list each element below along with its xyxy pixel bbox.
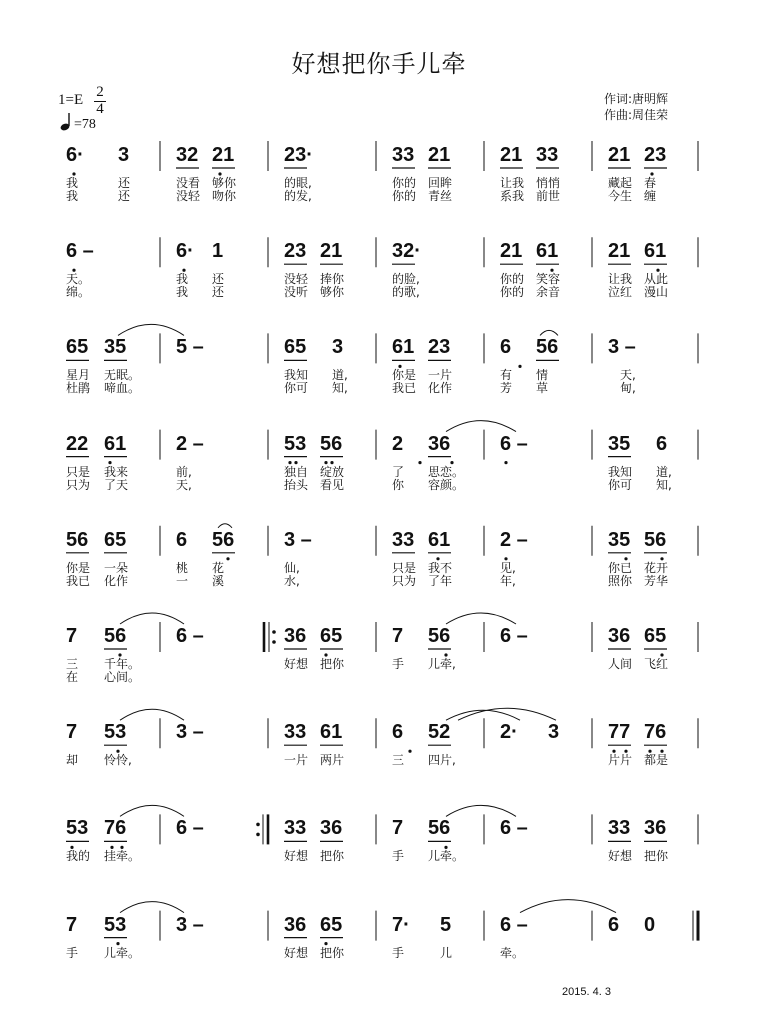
lyric-syllable: 你的 — [500, 272, 525, 287]
lyric-syllable: 捧你 — [320, 272, 345, 287]
slur — [120, 805, 184, 816]
time-signature-top: 2 — [96, 84, 104, 100]
lyric-syllable: 天, — [620, 368, 636, 383]
lyric-syllable: 手 — [392, 849, 405, 864]
slur — [118, 324, 184, 335]
lyric-syllable: 桃 — [176, 560, 189, 575]
slur — [120, 613, 184, 624]
lyric-syllable: 回眸 — [428, 176, 453, 190]
note-group: 36 — [320, 817, 343, 840]
octave-dot-below — [120, 846, 123, 849]
lyric-syllable: 道, — [656, 464, 672, 479]
note-group: 36 — [644, 817, 667, 840]
slur — [446, 613, 516, 624]
lyric-syllable: 见, — [500, 560, 516, 575]
note-group: 56 — [104, 625, 127, 647]
note-group: 0 — [644, 913, 656, 936]
lyric-syllable: 年, — [500, 573, 516, 588]
lyric-syllable: 你是 — [392, 368, 417, 383]
lyric-syllable: 天, — [176, 477, 192, 492]
song-title: 好想把你手儿牵 — [291, 50, 467, 78]
tempo: =78 — [74, 117, 96, 132]
note-group: 33 — [536, 144, 559, 166]
lyric-syllable: 余音 — [536, 285, 561, 300]
lyric-syllable: 思恋。 — [428, 464, 465, 479]
slur — [218, 524, 232, 528]
lyric-syllable: 好想 — [284, 849, 309, 864]
lyric-syllable: 只为 — [392, 573, 417, 588]
lyric-syllable: 情 — [536, 368, 549, 383]
repeat-dot — [256, 833, 260, 837]
lyric-syllable: 四片, — [428, 753, 456, 768]
note-group: 6 – — [500, 817, 528, 840]
lyric-syllable: 了年 — [428, 573, 453, 588]
note-group: 21 — [608, 240, 631, 263]
lyric-syllable: 我知 — [608, 464, 633, 479]
lyric-syllable: 绵。 — [66, 285, 91, 300]
lyric-syllable: 容颜。 — [428, 477, 465, 492]
note-group: 6· — [66, 144, 84, 166]
note-group: 3 — [332, 336, 344, 359]
lyric-syllable: 我已 — [66, 573, 91, 588]
lyric-syllable: 春 — [644, 176, 657, 190]
lyric-syllable: 片片 — [608, 753, 633, 768]
lyric-syllable: 了 — [392, 464, 405, 479]
octave-dot-below — [624, 557, 627, 560]
octave-dot-below — [648, 750, 651, 753]
note-group: 6 – — [500, 432, 528, 455]
lyric-syllable: 青丝 — [428, 189, 453, 203]
lyric-syllable: 溪 — [212, 573, 225, 588]
note-group: 65 — [320, 913, 343, 936]
note-group: 21 — [500, 240, 523, 263]
note-group: 1 — [212, 240, 224, 263]
note-group: 3 — [548, 721, 560, 744]
lyric-syllable: 儿 — [440, 945, 453, 960]
note-group: 6 – — [176, 625, 204, 647]
octave-dot-below — [330, 461, 333, 464]
note-group: 65 — [644, 625, 667, 647]
note-group: 65 — [320, 625, 343, 647]
octave-dot-below — [398, 365, 401, 368]
lyric-syllable: 你可 — [608, 477, 633, 492]
slur — [446, 421, 516, 432]
lyric-syllable: 在 — [66, 670, 79, 684]
lyric-syllable: 前, — [176, 464, 192, 479]
octave-dot-below — [612, 750, 615, 753]
note-group: 61 — [104, 432, 127, 455]
note-group: 53 — [284, 432, 307, 455]
octave-dot-below — [218, 172, 221, 175]
lyric-syllable: 从此 — [644, 272, 669, 287]
lyric-syllable: 只是 — [66, 464, 91, 479]
lyric-syllable: 好想 — [608, 849, 633, 864]
lyric-syllable: 水, — [284, 573, 300, 588]
octave-dot-below — [226, 557, 229, 560]
note-group: 7 — [392, 625, 404, 647]
octave-dot-below — [418, 461, 421, 464]
octave-dot-below — [436, 557, 439, 560]
note-group: 6 — [500, 336, 512, 359]
octave-dot-below — [660, 557, 663, 560]
lyric-syllable: 独自 — [284, 464, 309, 479]
lyric-syllable: 藏起 — [608, 176, 633, 190]
lyric-syllable: 一片 — [428, 368, 453, 383]
lyric-syllable: 怜怜, — [104, 753, 132, 768]
note-group: 35 — [104, 336, 127, 359]
note-group: 61 — [392, 336, 415, 359]
note-group: 76 — [644, 721, 667, 744]
lyric-syllable: 我的 — [66, 849, 91, 864]
note-group: 36 — [428, 432, 451, 455]
note-group: 35 — [608, 528, 631, 551]
octave-dot-below — [444, 653, 447, 656]
note-group: 53 — [104, 913, 127, 936]
date: 2015. 4. 3 — [562, 986, 611, 998]
slur — [446, 710, 520, 720]
lyric-syllable: 一片 — [284, 753, 309, 768]
repeat-dot — [256, 823, 260, 827]
note-group: 21 — [320, 240, 343, 263]
key-signature: 1=E — [58, 92, 84, 108]
note-group: 33 — [608, 817, 631, 840]
octave-dot-below — [72, 172, 75, 175]
note-group: 6 — [392, 721, 404, 744]
lyric-syllable: 化作 — [428, 381, 453, 396]
note-group: 33 — [392, 528, 415, 551]
lyric-syllable: 花 — [212, 560, 225, 575]
lyric-syllable: 好想 — [284, 657, 309, 671]
note-group: 36 — [284, 625, 307, 647]
lyric-syllable: 还 — [118, 176, 131, 190]
note-group: 7 — [66, 721, 78, 744]
lyric-syllable: 的脸, — [392, 272, 420, 287]
lyric-syllable: 儿牵。 — [428, 849, 465, 864]
note-group: 23· — [284, 144, 313, 166]
lyric-syllable: 无眠。 — [104, 368, 141, 383]
note-group: 56 — [212, 528, 235, 551]
lyric-syllable: 牵。 — [500, 945, 525, 960]
note-group: 33 — [284, 721, 307, 744]
note-group: 3 – — [176, 721, 204, 744]
lyric-syllable: 你是 — [66, 560, 91, 575]
lyric-syllable: 芳华 — [644, 573, 669, 588]
octave-dot-below — [408, 750, 411, 753]
lyric-syllable: 手 — [392, 657, 405, 671]
note-group: 7 — [392, 817, 404, 840]
note-group: 36 — [284, 913, 307, 936]
lyric-syllable: 花开 — [644, 560, 669, 575]
note-group: 65 — [66, 336, 89, 359]
note-group: 3 — [118, 144, 130, 166]
octave-dot-below — [656, 269, 659, 272]
note-group: 36 — [608, 625, 631, 647]
octave-dot-below — [72, 269, 75, 272]
octave-dot-below — [116, 750, 119, 753]
lyric-syllable: 有 — [500, 368, 513, 383]
lyric-syllable: 仙, — [284, 560, 300, 575]
lyric-syllable: 把你 — [644, 849, 669, 864]
lyric-syllable: 只为 — [66, 477, 91, 492]
lyric-syllable: 我 — [66, 189, 79, 203]
note-group: 21 — [608, 144, 631, 166]
octave-dot-below — [324, 653, 327, 656]
octave-dot-below — [660, 750, 663, 753]
lyric-syllable: 你的 — [500, 285, 525, 300]
note-group: 61 — [320, 721, 343, 744]
lyric-syllable: 三 — [66, 657, 79, 671]
octave-dot-below — [504, 557, 507, 560]
lyric-syllable: 化作 — [104, 573, 129, 588]
note-group: 6 – — [500, 625, 528, 647]
note-group: 65 — [104, 528, 127, 551]
note-group: 35 — [608, 432, 631, 455]
lyric-syllable: 看见 — [320, 477, 345, 492]
octave-dot-below — [504, 461, 507, 464]
note-group: 56 — [536, 336, 559, 359]
lyric-syllable: 照你 — [608, 573, 633, 588]
lyric-syllable: 儿牵, — [428, 657, 456, 671]
octave-dot-below — [518, 365, 521, 368]
lyric-syllable: 心间。 — [104, 670, 141, 684]
lyric-syllable: 没轻 — [176, 189, 201, 203]
lyric-syllable: 芳 — [500, 381, 513, 396]
lyric-syllable: 没听 — [284, 285, 309, 300]
lyric-syllable: 把你 — [320, 657, 345, 671]
lyric-syllable: 甸, — [620, 381, 636, 396]
lyric-syllable: 了天 — [104, 477, 129, 492]
lyric-syllable: 我已 — [392, 381, 417, 396]
note-group: 7· — [392, 913, 410, 936]
note-group: 3 – — [176, 913, 204, 936]
lyric-syllable: 笑容 — [536, 272, 561, 287]
lyric-syllable: 绽放 — [320, 464, 345, 479]
octave-dot-below — [110, 846, 113, 849]
lyric-syllable: 手 — [66, 945, 79, 960]
lyric-syllable: 我来 — [104, 464, 129, 479]
note-group: 23 — [644, 144, 667, 166]
lyric-syllable: 抬头 — [284, 477, 309, 492]
lyric-syllable: 的歌, — [392, 285, 420, 300]
octave-dot-below — [660, 653, 663, 656]
slur — [520, 900, 616, 913]
lyric-syllable: 让我 — [500, 176, 525, 190]
lyric-syllable: 千年。 — [104, 657, 141, 671]
lyric-syllable: 两片 — [320, 753, 345, 768]
lyric-syllable: 一 — [176, 573, 189, 588]
lyric-syllable: 我 — [176, 285, 189, 300]
note-group: 65 — [284, 336, 307, 359]
lyric-syllable: 我 — [66, 176, 79, 190]
note-group: 23 — [428, 336, 451, 359]
lyric-syllable: 悄悄 — [536, 176, 561, 190]
lyric-syllable: 却 — [66, 753, 79, 768]
lyric-syllable: 草 — [536, 381, 549, 396]
note-group: 6 – — [66, 240, 94, 263]
octave-dot-below — [324, 461, 327, 464]
lyric-syllable: 飞红 — [644, 657, 669, 671]
lyric-syllable: 把你 — [320, 849, 345, 864]
octave-dot-below — [70, 846, 73, 849]
slur — [540, 330, 558, 335]
lyric-syllable: 你 — [392, 477, 405, 492]
lyric-syllable: 还 — [118, 189, 131, 203]
lyric-syllable: 泣红 — [608, 285, 633, 300]
lyric-syllable: 知, — [332, 381, 348, 396]
note-group: 56 — [66, 528, 89, 551]
note-group: 5 — [440, 913, 452, 936]
octave-dot-below — [288, 461, 291, 464]
note-group: 53 — [104, 721, 127, 744]
note-group: 6 – — [176, 817, 204, 840]
octave-dot-below — [324, 942, 327, 945]
note-group: 53 — [66, 817, 89, 840]
note-group: 5 – — [176, 336, 204, 359]
note-group: 56 — [644, 528, 667, 551]
lyric-syllable: 三 — [392, 753, 405, 768]
lyric-syllable: 够你 — [320, 285, 345, 300]
note-group: 61 — [428, 528, 451, 551]
note-group: 56 — [428, 817, 451, 840]
note-group: 2 – — [500, 528, 528, 551]
octave-dot-below — [108, 461, 111, 464]
lyric-syllable: 人间 — [608, 657, 633, 671]
lyric-syllable: 还 — [212, 272, 225, 287]
note-group: 61 — [644, 240, 667, 263]
lyric-syllable: 手 — [392, 945, 405, 960]
note-group: 7 — [66, 625, 78, 647]
lyric-syllable: 前世 — [536, 189, 561, 203]
note-group: 32· — [392, 240, 421, 263]
note-group: 21 — [212, 144, 235, 166]
lyric-syllable: 挂牵。 — [104, 849, 141, 864]
lyric-syllable: 好想 — [284, 945, 309, 960]
lyric-syllable: 星月 — [66, 368, 91, 383]
lyric-syllable: 把你 — [320, 945, 345, 960]
note-group: 76 — [104, 817, 127, 840]
lyric-syllable: 你可 — [284, 381, 309, 396]
lyric-syllable: 儿牵。 — [104, 945, 141, 960]
note-group: 7 — [66, 913, 78, 936]
note-group: 6 – — [500, 913, 528, 936]
octave-dot-below — [650, 172, 653, 175]
lyric-syllable: 缠 — [644, 189, 657, 203]
lyric-syllable: 都是 — [644, 753, 669, 768]
lyric-syllable: 没轻 — [284, 272, 309, 287]
note-group: 3 – — [608, 336, 636, 359]
lyric-syllable: 你的 — [392, 176, 417, 190]
note-group: 3 – — [284, 528, 312, 551]
note-group: 6 — [176, 528, 188, 551]
slur — [120, 709, 184, 720]
note-group: 61 — [536, 240, 559, 263]
lyric-syllable: 漫山 — [644, 285, 669, 300]
note-group: 21 — [428, 144, 451, 166]
note-group: 2· — [500, 721, 518, 744]
note-group: 56 — [428, 625, 451, 647]
octave-dot-below — [182, 269, 185, 272]
composer: 作曲:周佳荣 — [604, 108, 669, 122]
repeat-dot — [272, 640, 276, 644]
note-group: 6 — [656, 432, 668, 455]
lyricist: 作词:唐明辉 — [604, 92, 669, 106]
lyric-syllable: 杜鹃 — [66, 381, 91, 396]
slur — [120, 902, 184, 913]
note-group: 32 — [176, 144, 199, 166]
octave-dot-below — [116, 942, 119, 945]
lyric-syllable: 让我 — [608, 272, 633, 287]
octave-dot-below — [624, 750, 627, 753]
repeat-dot — [272, 630, 276, 634]
lyric-syllable: 够你 — [212, 176, 237, 190]
note-group: 56 — [320, 432, 343, 455]
octave-dot-below — [550, 269, 553, 272]
lyric-syllable: 我不 — [428, 560, 453, 575]
octave-dot-below — [450, 461, 453, 464]
note-group: 21 — [500, 144, 523, 166]
note-group: 22 — [66, 432, 89, 455]
lyric-syllable: 一朵 — [104, 560, 129, 575]
note-group: 6· — [176, 240, 194, 263]
note-group: 77 — [608, 721, 631, 744]
note-group: 2 — [392, 432, 404, 455]
lyric-syllable: 知, — [656, 477, 672, 492]
lyric-syllable: 今生 — [608, 189, 633, 203]
octave-dot-below — [444, 846, 447, 849]
lyric-syllable: 只是 — [392, 560, 417, 575]
note-group: 33 — [284, 817, 307, 840]
lyric-syllable: 的发, — [284, 189, 312, 203]
lyric-syllable: 你的 — [392, 189, 417, 203]
lyric-syllable: 我知 — [284, 368, 309, 383]
lyric-syllable: 我 — [176, 272, 189, 287]
lyric-syllable: 没看 — [176, 176, 201, 190]
note-group: 2 – — [176, 432, 204, 455]
note-group: 6 — [608, 913, 620, 936]
note-group: 23 — [284, 240, 307, 263]
note-group: 33 — [392, 144, 415, 166]
note-group: 52 — [428, 721, 451, 744]
slur — [446, 805, 516, 816]
time-signature-bottom: 4 — [96, 101, 104, 117]
lyric-syllable: 啼血。 — [104, 381, 141, 396]
lyric-syllable: 道, — [332, 368, 348, 383]
lyric-syllable: 你已 — [608, 560, 633, 575]
octave-dot-below — [294, 461, 297, 464]
lyric-syllable: 系我 — [500, 189, 525, 203]
lyric-syllable: 的眼, — [284, 176, 312, 190]
lyric-syllable: 吻你 — [212, 189, 237, 203]
lyric-syllable: 天。 — [66, 272, 91, 287]
lyric-syllable: 还 — [212, 285, 225, 300]
octave-dot-below — [118, 653, 121, 656]
